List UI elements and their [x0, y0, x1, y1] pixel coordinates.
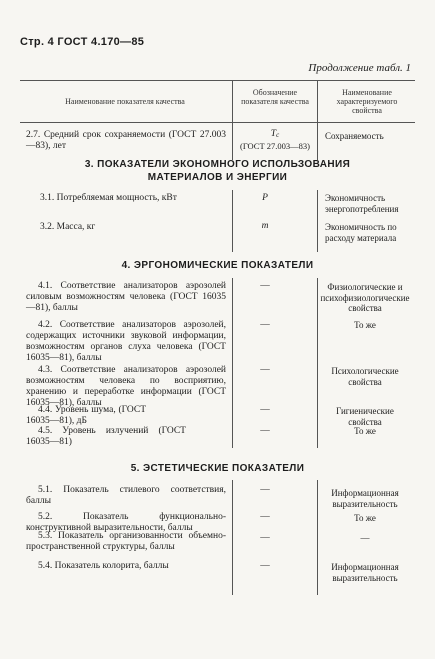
indicator-name: 5.1. Показатель стилевого соответствия, баллы: [26, 485, 226, 506]
indicator-symbol: P: [262, 193, 268, 203]
indicator-name: 3.1. Потребляемая мощность, кВт: [40, 193, 177, 203]
column-divider: [232, 190, 233, 252]
column-divider: [317, 278, 318, 448]
indicator-symbol: —: [260, 405, 270, 415]
characterized-property: Психологические свойства: [331, 366, 399, 387]
characterized-property: То же: [354, 513, 376, 523]
indicator-symbol: —: [260, 512, 270, 522]
indicator-name: 4.3. Соответствие анализаторов аэрозолей возможностям человека по восприятию, хранению и переработке информации (ГОСТ 16035—81), баллы: [26, 365, 226, 408]
indicator-symbol: —: [260, 320, 270, 330]
indicator-name: 4.2. Соответствие анализаторов аэрозолей, содержащих источники звуковой информации, возможностям органов слуха человека (ГОСТ 16035—81), баллы: [26, 320, 226, 363]
indicator-name: 5.2. Показатель функционально-конструктивной выразительности, баллы: [26, 512, 226, 533]
indicator-symbol: [238, 129, 312, 153]
characterized-property: Гигиенические свойства: [336, 406, 394, 427]
indicator-name: 4.4. Уровень шума, (ГОСТ 16035—81), дБ: [26, 405, 146, 426]
column-divider: [317, 480, 318, 595]
symbol-reference: (ГОСТ 27.003—83): [240, 141, 310, 151]
section-title: 4. ЭРГОНОМИЧЕСКИЕ ПОКАЗАТЕЛИ: [121, 260, 314, 271]
indicator-name: 3.2. Масса, кг: [40, 222, 96, 232]
indicator-name: 4.1. Соответствие анализаторов аэрозолей силовым возможностям человека (ГОСТ 16035—81), баллы: [26, 281, 226, 313]
column-divider: [317, 80, 318, 160]
column-header-symbol: Обозначение показателя качества: [241, 88, 309, 106]
table-top-rule: [20, 80, 415, 81]
indicator-symbol: —: [260, 485, 270, 495]
characterized-property: Экономичность энергопотребления: [325, 193, 399, 214]
page-header: Стр. 4 ГОСТ 4.170—85: [20, 36, 145, 48]
characterized-property: Сохраняемость: [325, 131, 384, 141]
section-title: 3. ПОКАЗАТЕЛИ ЭКОНОМНОГО ИСПОЛЬЗОВАНИЯ МАТЕРИАЛОВ И ЭНЕРГИИ: [84, 159, 351, 183]
characterized-property: То же: [354, 320, 376, 330]
column-divider: [232, 80, 233, 160]
indicator-symbol: —: [260, 365, 270, 375]
column-header-name: Наименование показателя качества: [65, 97, 185, 106]
indicator-name: 2.7. Средний срок сохраняемости (ГОСТ 27.003—83), лет: [26, 130, 226, 151]
indicator-symbol: —: [260, 561, 270, 571]
indicator-symbol: —: [260, 533, 270, 543]
section-title: 5. ЭСТЕТИЧЕСКИЕ ПОКАЗАТЕЛИ: [130, 463, 305, 474]
column-divider: [232, 278, 233, 448]
characterized-property: Информационная выразительность: [331, 562, 399, 583]
characterized-property: —: [360, 533, 370, 543]
symbol-subscript: с: [276, 131, 280, 139]
characterized-property: То же: [354, 426, 376, 436]
column-divider: [317, 190, 318, 252]
characterized-property: Физиологические и психофизиологические свойства: [320, 282, 410, 313]
column-header-property: Наименование характеризуемого свойства: [336, 88, 398, 115]
indicator-name: 5.3. Показатель организованности объемно-пространственной структуры, баллы: [26, 531, 226, 552]
table-header-rule: [20, 122, 415, 123]
indicator-name: 4.5. Уровень излучений (ГОСТ 16035—81): [26, 426, 186, 447]
column-divider: [232, 480, 233, 595]
table-continuation-label: Продолжение табл. 1: [308, 62, 411, 74]
indicator-symbol: —: [260, 426, 270, 436]
characterized-property: Экономичность по расходу материала: [325, 222, 397, 243]
indicator-symbol: —: [260, 281, 270, 291]
indicator-name: 5.4. Показатель колорита, баллы: [38, 561, 169, 571]
characterized-property: Информационная выразительность: [331, 488, 399, 509]
symbol-main: T: [270, 129, 277, 139]
indicator-symbol: m: [261, 221, 269, 231]
